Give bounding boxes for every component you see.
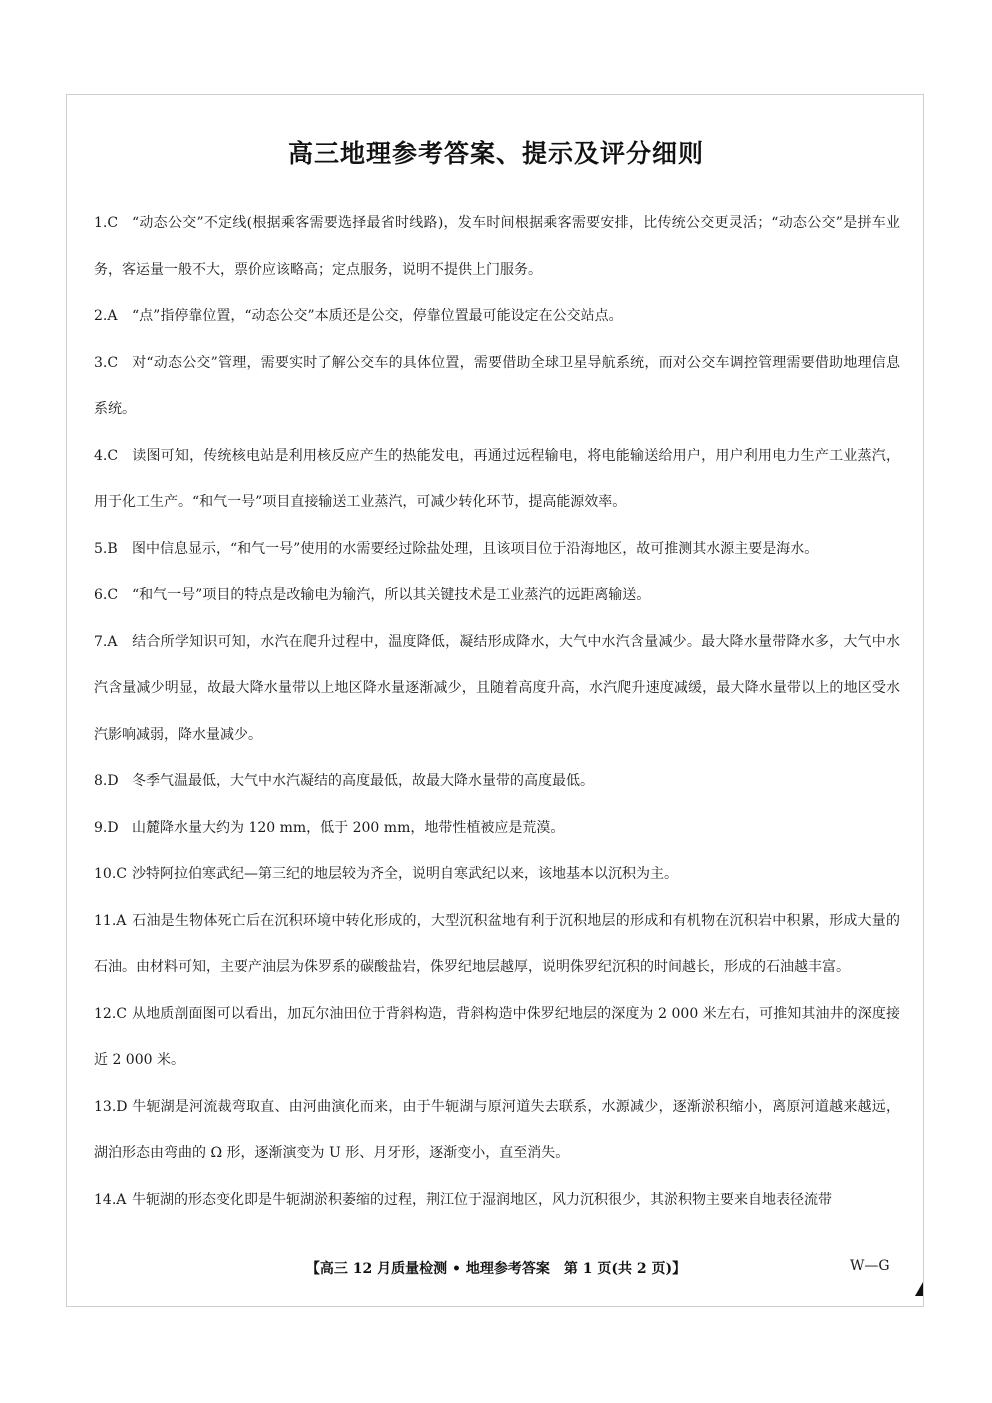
answer-item	[94, 898, 900, 991]
answer-number: 3.C	[94, 354, 119, 371]
answer-number: 4.C	[94, 447, 119, 464]
answer-number: 2.A	[94, 308, 118, 324]
page-footer: 【高三 12 月质量检测 • 地理参考答案 第 1 页(共 2 页)】	[305, 1261, 687, 1277]
answer-text: 结合所学知识可知，水汽在爬升过程中，温度降低，凝结形成降水，大气中水汽含量减少。最大降水量带降水多，大气中水汽含量减少明显，故最大降水量带以上地区降水量逐渐减少，且随着高度升高，水汽爬升速度减缓，最大降水量带以上的地区受水汽影响减弱，降水量减少。	[94, 633, 900, 743]
answer-item	[94, 758, 900, 805]
answer-number: 12.C	[94, 1005, 127, 1022]
answer-item	[94, 526, 900, 573]
answer-number: 14.A	[94, 1191, 127, 1208]
answer-text: 沙特阿拉伯寒武纪—第三纪的地层较为齐全，说明自寒武纪以来，该地基本以沉积为主。	[132, 866, 678, 882]
answer-item	[94, 991, 900, 1084]
answer-number: 9.D	[94, 819, 119, 836]
answer-list	[94, 200, 900, 1223]
page-title: 高三地理参考答案、提示及评分细则	[287, 139, 704, 168]
answer-item	[94, 572, 900, 619]
corner-triangle-icon	[915, 1282, 923, 1296]
answer-item	[94, 200, 900, 293]
paper-code: W—G	[850, 1258, 890, 1274]
answer-number: 7.A	[94, 633, 118, 650]
answer-item	[94, 851, 900, 898]
answer-text: “和气一号”项目的特点是改输电为输汽，所以其关键技术是工业蒸汽的远距离输送。	[132, 587, 651, 603]
answer-number: 1.C	[94, 215, 119, 231]
answer-text: 从地质剖面图可以看出，加瓦尔油田位于背斜构造，背斜构造中侏罗纪地层的深度为 2 000 米左右，可推知其油井的深度接近 2 000 米。	[94, 1005, 900, 1068]
answer-item	[94, 433, 900, 526]
answer-text: 冬季气温最低，大气中水汽凝结的高度最低，故最大降水量带的高度最低。	[132, 773, 594, 789]
answer-number: 13.D	[94, 1098, 128, 1115]
answer-item	[94, 293, 900, 340]
answer-text: “点”指停靠位置，“动态公交”本质还是公交，停靠位置最可能设定在公交站点。	[132, 308, 623, 324]
answer-item	[94, 805, 900, 852]
answer-text: 牛轭湖是河流裁弯取直、由河曲演化而来，由于牛轭湖与原河道失去联系，水源减少，逐渐淤积缩小，离原河道越来越远，湖泊形态由弯曲的 Ω 形，逐渐演变为 U 形、月牙形，逐渐变小，直至消失。	[94, 1098, 900, 1161]
answer-number: 6.C	[94, 587, 119, 603]
answer-text: 牛轭湖的形态变化即是牛轭湖淤积萎缩的过程，荆江位于湿润地区，风力沉积很少，其淤积物主要来自地表径流带	[132, 1191, 832, 1208]
answer-item	[94, 1177, 900, 1224]
answer-item	[94, 619, 900, 759]
answer-text: 山麓降水量大约为 120 mm，低于 200 mm，地带性植被应是荒漠。	[132, 819, 565, 836]
answer-number: 5.B	[94, 540, 118, 557]
answer-number: 8.D	[94, 773, 119, 789]
answer-text: “动态公交”不定线(根据乘客需要选择最省时线路)，发车时间根据乘客需要安排，比传统公交更灵活；“动态公交”是拼车业务，客运量一般不大，票价应该略高；定点服务，说明不提供上门服务。	[94, 215, 900, 278]
answer-text: 读图可知，传统核电站是利用核反应产生的热能发电，再通过远程输电，将电能输送给用户，用户利用电力生产工业蒸汽，用于化工生产。“和气一号”项目直接输送工业蒸汽，可减少转化环节，提高能源效率。	[94, 447, 900, 510]
answer-number: 11.A	[94, 912, 127, 929]
answer-number: 10.C	[94, 866, 127, 882]
answer-text: 图中信息显示，“和气一号”使用的水需要经过除盐处理，且该项目位于沿海地区，故可推测其水源主要是海水。	[132, 540, 819, 557]
answer-item	[94, 1084, 900, 1177]
answer-text: 对“动态公交”管理，需要实时了解公交车的具体位置，需要借助全球卫星导航系统，而对公交车调控管理需要借助地理信息系统。	[94, 354, 900, 417]
answer-text: 石油是生物体死亡后在沉积环境中转化形成的，大型沉积盆地有利于沉积地层的形成和有机物在沉积岩中积累，形成大量的石油。由材料可知，主要产油层为侏罗系的碳酸盐岩，侏罗纪地层越厚，说明侏罗纪沉积的时间越长，形成的石油越丰富。	[94, 912, 900, 975]
answer-item	[94, 340, 900, 433]
